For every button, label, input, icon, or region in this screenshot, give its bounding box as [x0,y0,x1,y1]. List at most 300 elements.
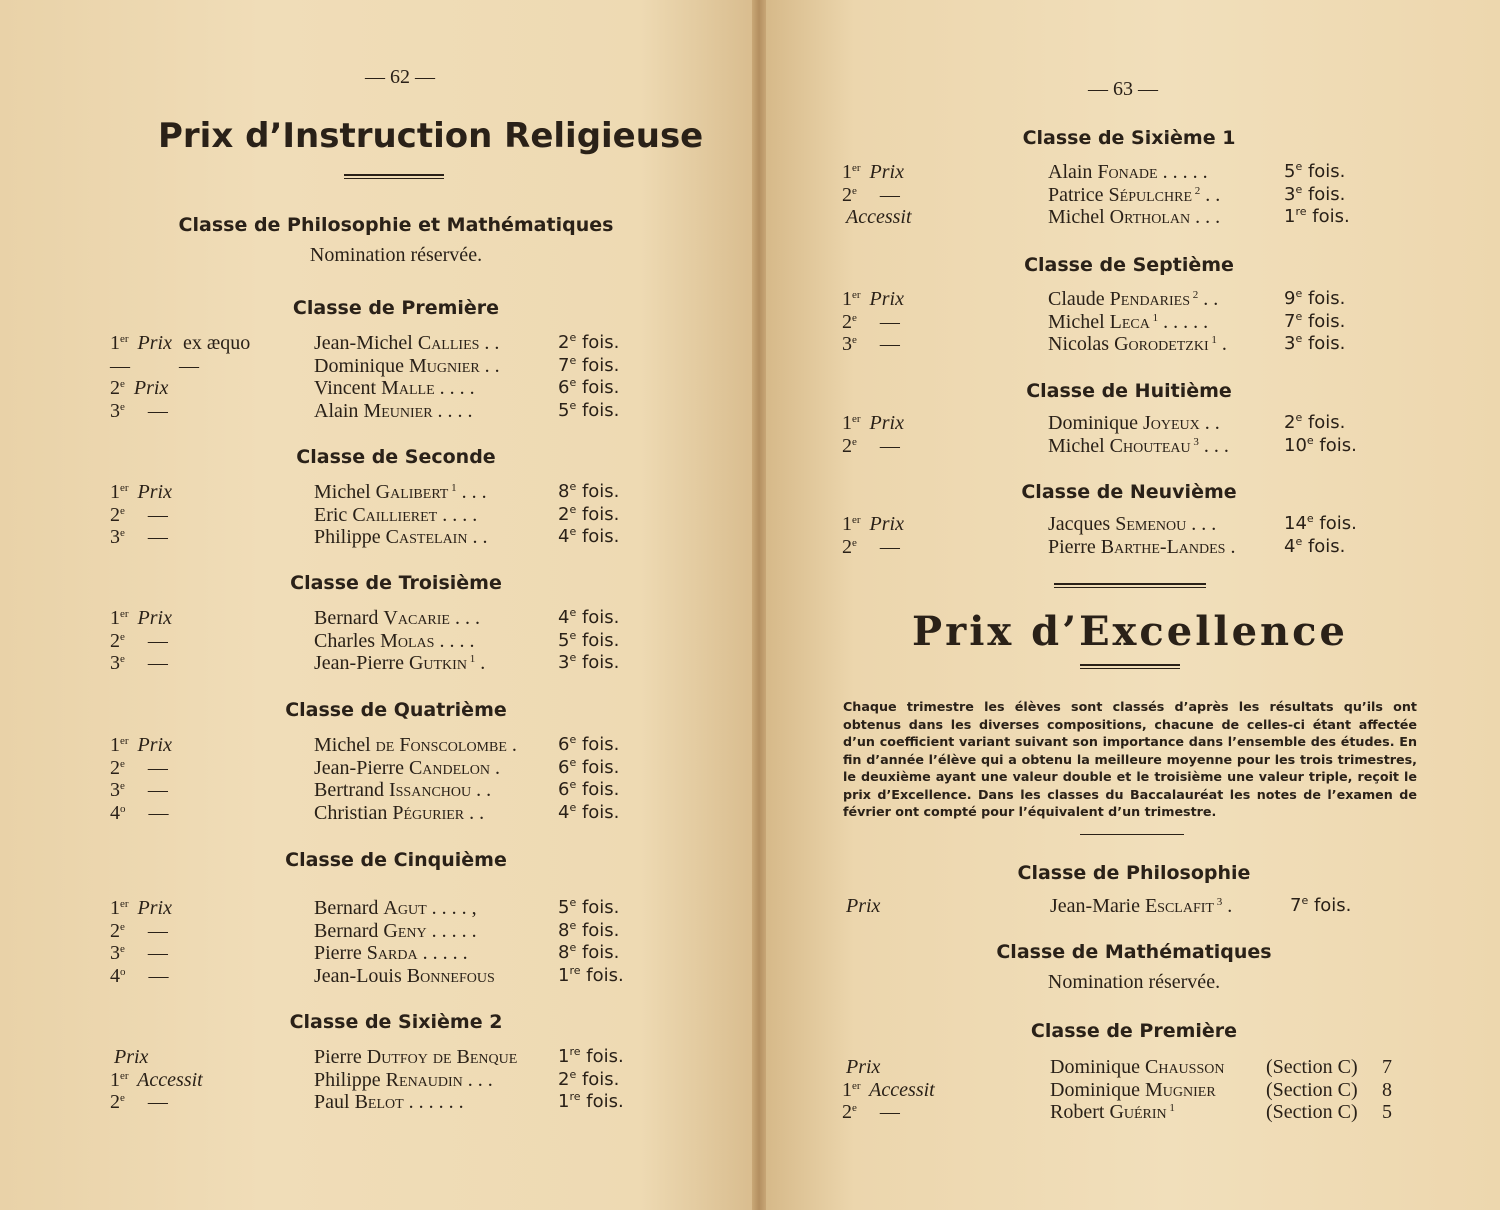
times-word: fois. [580,964,624,986]
table-row [842,536,1404,558]
rank-label [110,332,250,354]
rank-number: 1 [110,332,120,354]
dot-leader: . . . . [432,399,473,422]
times-suffix: re [569,1045,581,1058]
class-heading: Classe de Première [1030,1020,1238,1042]
rank-suffix: er [120,608,129,620]
rank-type: — [142,756,168,779]
times-word: fois. [576,919,620,941]
table-row [110,897,678,919]
rank-number: 1 [110,607,120,629]
last-name: Vacarie [383,607,450,629]
times-count [1284,412,1345,434]
rank-suffix: e [120,504,125,517]
times-count [1284,311,1345,333]
dot-leader: . . . [1186,513,1217,535]
times-word: fois. [576,652,620,673]
rank-number: 2 [110,503,120,526]
rank-type: Accessit [864,1078,935,1101]
times-suffix: e [569,733,577,746]
student-name [314,897,477,919]
last-name: Belot [354,1091,404,1113]
class-heading: Classe de Philosophie [1017,862,1251,884]
times-number: 7 [1290,895,1302,916]
times-suffix: e [1306,433,1314,447]
footnote-ref: 3 [1213,896,1223,908]
class-heading: Classe de Troisième [290,572,502,594]
rank-number: 2 [842,310,852,333]
student-name [1050,1079,1216,1101]
rank-number: 2 [110,1091,120,1113]
rank-type: Prix [132,332,172,354]
rank-number: 3 [110,399,120,422]
class-heading: Classe de Quatrième [285,699,507,721]
rank-number: 2 [842,434,852,457]
times-number: 1 [558,1046,570,1067]
rank-label [842,895,880,917]
rank-number: 1 [842,412,852,434]
rank-type: — [142,942,168,964]
rank-type: — [874,535,900,558]
times-count [1284,184,1345,206]
first-name: Philippe [314,1068,386,1091]
rank-suffix: er [120,482,129,494]
first-name: Jean-Marie [1050,895,1145,917]
times-word: fois. [576,629,620,651]
times-suffix: re [1295,205,1307,218]
times-number: 14 [1284,513,1307,534]
class-heading: Classe de Cinquième [285,849,507,871]
times-number: 6 [558,756,570,778]
rank-label [110,481,172,503]
book-gutter [752,0,766,1210]
rank-suffix: e [852,1102,857,1114]
last-name: Guérin [1109,1101,1167,1123]
class-heading: Classe de Septième [1024,254,1234,276]
times-count [558,355,619,377]
footnote-ref: 1 [1166,1102,1175,1114]
rank-label [842,206,912,228]
rank-type: — [143,964,169,987]
rank-number: 1 [842,288,852,310]
rank-type: Prix [132,607,172,629]
table-row [842,161,1404,183]
last-name: Joyeux [1143,412,1200,434]
times-word: fois. [576,399,620,421]
times-number: 6 [558,377,570,398]
first-name: Charles [314,629,381,652]
footnote-ref: 3 [1190,435,1199,448]
footnote-ref: 1 [466,653,476,665]
rank-type: — [874,1101,900,1123]
page-number-left: — 62 — [365,66,435,88]
table-row [110,526,678,548]
rank-label [842,513,904,535]
times-count [558,526,619,548]
rank-number: 1 [842,513,852,535]
first-name: Bernard [314,919,384,942]
times-suffix: e [1301,894,1309,907]
first-name: Bernard [314,607,384,629]
rank-number: 1 [110,481,120,503]
last-name: Bonnefous [406,964,495,987]
first-name: Jean-Louis [314,964,407,987]
rank-number: 4 [110,801,120,824]
page-title-excellence: Prix d’Excellence [912,608,1348,655]
times-count [558,757,619,779]
first-name: Eric [314,503,353,526]
first-name: Christian [314,801,393,824]
times-word: fois. [576,942,620,963]
rank-number: 3 [110,526,120,548]
times-word: fois. [1302,310,1346,332]
student-name [314,400,473,422]
dot-leader: . . . . . [1158,310,1209,333]
times-suffix: e [569,398,577,412]
times-number: 10 [1284,434,1307,456]
rank-suffix: e [852,184,857,197]
student-name [1048,513,1216,535]
table-row [842,1079,1410,1101]
last-name: Issanchou [388,779,472,801]
student-name [314,920,477,942]
times-count [558,779,619,801]
rank-suffix: e [852,311,857,324]
times-count [1284,206,1350,228]
class-heading: Classe de Huitième [1026,380,1232,402]
rank-label [842,412,904,434]
dot-leader: . . [1199,412,1220,434]
rank-suffix: o [120,802,126,815]
times-count [558,400,619,422]
first-name: Jacques [1048,513,1116,535]
last-name: Callies [417,332,480,354]
first-name: Patrice [1048,183,1109,206]
rank-number: 2 [110,756,120,779]
dot-leader: . . . . , [426,897,477,919]
rank-type: — [142,779,168,801]
times-suffix: e [569,606,577,619]
dot-leader: . . [1198,288,1219,310]
times-number: 8 [558,919,570,941]
class-heading: Classe de Seconde [296,446,496,468]
rank-type: Prix [132,481,172,503]
student-name [1050,1101,1175,1123]
first-name: Nicolas [1048,333,1115,355]
last-name: Fonade [1097,161,1158,183]
times-suffix: e [569,480,577,493]
times-count [1284,536,1345,558]
rank-type: — [142,399,168,422]
times-count [558,965,624,987]
page-number-right: — 63 — [1088,78,1158,100]
rank-suffix: e [120,780,125,792]
rank-label [842,288,904,310]
rank-suffix: er [120,333,129,345]
rank-suffix: e [120,630,125,643]
page-title-religieuse: Prix d’Instruction Religieuse [158,116,704,156]
first-name: Jean-Pierre [314,756,409,779]
table-row [842,412,1404,434]
student-name [314,1069,493,1091]
dot-leader: . [1225,535,1236,558]
times-count [558,897,619,919]
times-word: fois. [576,756,620,778]
rank-number: 1 [842,161,852,183]
first-name: Alain [314,399,364,422]
rank-suffix: er [852,514,861,526]
student-name [1048,288,1218,310]
footnote-ref: 1 [448,482,457,494]
excellence-paragraph: Chaque trimestre les élèves sont classés d’après les résultats qu’ils ont obtenus dans les diverses compositions, chacune de celles-ci étant affectée d’un coefficient variant suivant son importance dans l’ensemble des études. En fin d’année l’élève qui a obtenu la meilleure moyenne pour les trois trimestres, le deuxième ayant une valeur double et le troisième une valeur triple, reçoit le prix d’Excellence. Dans les classes du Baccalauréat les notes de l’examen de février ont compté pour l’équivalent d’un trimestre. [843,699,1417,819]
last-name: Chausson [1145,1056,1225,1078]
first-name: Pierre [314,942,367,964]
times-number: 5 [558,629,570,651]
times-suffix: re [569,963,581,977]
table-row [110,734,678,756]
rank-type: Prix [864,412,904,434]
times-number: 9 [1284,288,1296,309]
last-name: Galibert [375,481,449,503]
rank-label [110,757,168,779]
times-number: 4 [558,607,570,628]
rank-label [842,333,900,355]
dot-leader: . [475,652,486,674]
times-number: 5 [558,897,570,918]
table-row [110,481,678,503]
student-name [314,332,499,354]
first-name: Michel [1048,434,1110,457]
last-name: Pégurier [392,801,465,824]
times-count [558,1091,624,1113]
rank-suffix: er [852,413,861,425]
rank-suffix: e [120,757,125,770]
section-label: (Section C) [1266,1056,1358,1078]
rank-label [110,965,169,987]
table-row [842,206,1404,228]
last-name: Castelain [385,526,468,548]
times-word: fois. [1302,183,1346,205]
dot-leader: . . [1200,183,1221,206]
times-word: fois. [576,377,620,398]
class-heading: Classe de Philosophie et Mathématiques [178,214,614,236]
footnote-ref: 1 [1208,334,1217,346]
rank-number: 3 [110,942,120,964]
student-name [314,377,475,399]
dot-leader: . . [467,526,488,548]
times-suffix: e [569,331,577,344]
rank-number: — [110,354,130,377]
times-word: fois. [1302,161,1346,182]
times-count [558,652,619,674]
times-word: fois. [576,503,620,525]
dot-leader: . . . . [437,503,478,526]
times-suffix: e [569,918,577,932]
paragraph-divider [1080,834,1184,835]
section-divider-right [1054,583,1206,588]
table-row [110,377,678,399]
table-row [110,1091,678,1113]
rank-label [842,1101,900,1123]
rank-number: 4 [110,964,120,987]
times-count [558,504,619,526]
table-row [842,1056,1410,1078]
rank-label [110,802,169,824]
times-suffix: e [569,1067,577,1081]
dot-leader: . . . . . [426,919,477,942]
rank-type: Prix [128,377,169,399]
rank-label [110,920,168,942]
dot-leader: . . . . . [1157,161,1208,183]
section-label: (Section C) [1266,1101,1358,1123]
rank-label [110,652,168,674]
rank-suffix: e [120,920,125,933]
rank-type: Prix [114,1046,149,1068]
times-word: fois. [1302,333,1346,354]
student-name [314,965,495,987]
student-name [1048,311,1208,333]
student-name [1048,435,1229,457]
dot-leader: . [1216,333,1227,355]
rank-label [110,630,168,652]
last-name: Gorodetzki [1114,333,1209,355]
student-name [314,504,477,526]
rank-suffix: e [120,653,125,665]
times-number: 2 [558,332,570,353]
times-suffix: e [569,755,577,769]
last-name: Renaudin [385,1068,463,1091]
times-word: fois. [1313,513,1357,534]
table-row [842,895,1410,917]
student-name [314,481,487,503]
dot-leader: . . . [449,607,480,629]
last-name: Caillieret [352,503,438,526]
first-name: Dominique [1050,1056,1145,1078]
last-name: Agut [383,897,427,919]
student-name [314,630,474,652]
class-heading: Classe de Mathématiques [996,941,1272,963]
student-name [314,526,487,548]
rank-type: — [142,629,168,652]
last-name: Candelon [408,756,490,779]
student-name [1050,895,1232,917]
rank-type: Prix [846,1056,881,1078]
table-row [842,311,1404,333]
rank-label [110,942,168,964]
rank-suffix: er [852,162,861,174]
last-name: Malle [381,377,435,399]
times-count [558,1069,619,1091]
last-name: Ortholan [1109,206,1191,228]
table-row [110,652,678,674]
times-count [1284,513,1357,535]
first-name: Pierre [314,1046,367,1068]
times-count [558,607,619,629]
student-name [314,779,491,801]
times-number: 1 [558,1091,570,1112]
times-suffix: e [1295,309,1303,323]
table-row [110,1046,678,1068]
footnote-ref: 1 [1149,311,1159,324]
last-name: Pendaries [1109,288,1190,310]
times-count [558,942,619,964]
times-suffix: e [569,778,577,791]
rank-tail: ex æquo [177,332,251,354]
times-count [1284,161,1345,183]
times-count [1284,333,1345,355]
last-name: Mugnier [1145,1078,1216,1101]
times-number: 4 [558,801,570,823]
table-row [110,400,678,422]
times-word: fois. [580,1046,624,1067]
score-value: 5 [1382,1101,1392,1123]
times-number: 8 [558,481,570,502]
table-row [110,332,678,354]
table-row [110,920,678,942]
student-name [314,355,500,377]
times-word: fois. [576,801,620,823]
student-name [314,942,468,964]
table-row [110,942,678,964]
first-name: Bertrand [314,779,389,801]
dot-leader: . [1222,895,1233,917]
times-suffix: e [1295,287,1303,300]
times-suffix: e [1295,182,1303,196]
rank-type: Accessit [132,1068,203,1091]
table-row [110,607,678,629]
rank-number: 3 [110,779,120,801]
section-label: (Section C) [1266,1078,1358,1101]
last-name: Mugnier [409,354,480,377]
rank-type: — [142,526,168,548]
times-word: fois. [1313,434,1357,456]
rank-suffix: er [120,898,129,910]
rank-suffix: e [120,527,125,539]
first-name: Dominique [314,354,409,377]
rank-suffix: e [852,536,857,549]
table-row [110,504,678,526]
rank-suffix: e [120,1092,125,1104]
rank-label [842,311,900,333]
rank-label [842,435,900,457]
rank-type: Prix [864,288,904,310]
rank-label [110,1069,203,1091]
rank-suffix: er [120,1069,129,1082]
rank-tail: — [174,354,199,377]
times-word: fois. [576,1068,620,1090]
rank-number: 2 [110,919,120,942]
rank-type: Prix [846,895,881,917]
student-name [1050,1056,1224,1078]
student-name [314,757,500,779]
table-row [842,184,1404,206]
first-name: Dominique [1050,1078,1145,1101]
rank-type: — [142,919,168,942]
times-word: fois. [576,332,620,353]
first-name: Michel [314,734,376,756]
table-row [110,630,678,652]
rank-type: Prix [132,897,172,919]
times-suffix: e [569,525,577,538]
class-heading: Classe de Neuvième [1021,481,1237,503]
table-row [842,288,1404,310]
rank-label [110,779,168,801]
times-count [558,630,619,652]
score-value: 7 [1382,1056,1392,1078]
rank-suffix: e [120,943,125,955]
student-name [314,802,484,824]
rank-type: — [142,652,168,674]
